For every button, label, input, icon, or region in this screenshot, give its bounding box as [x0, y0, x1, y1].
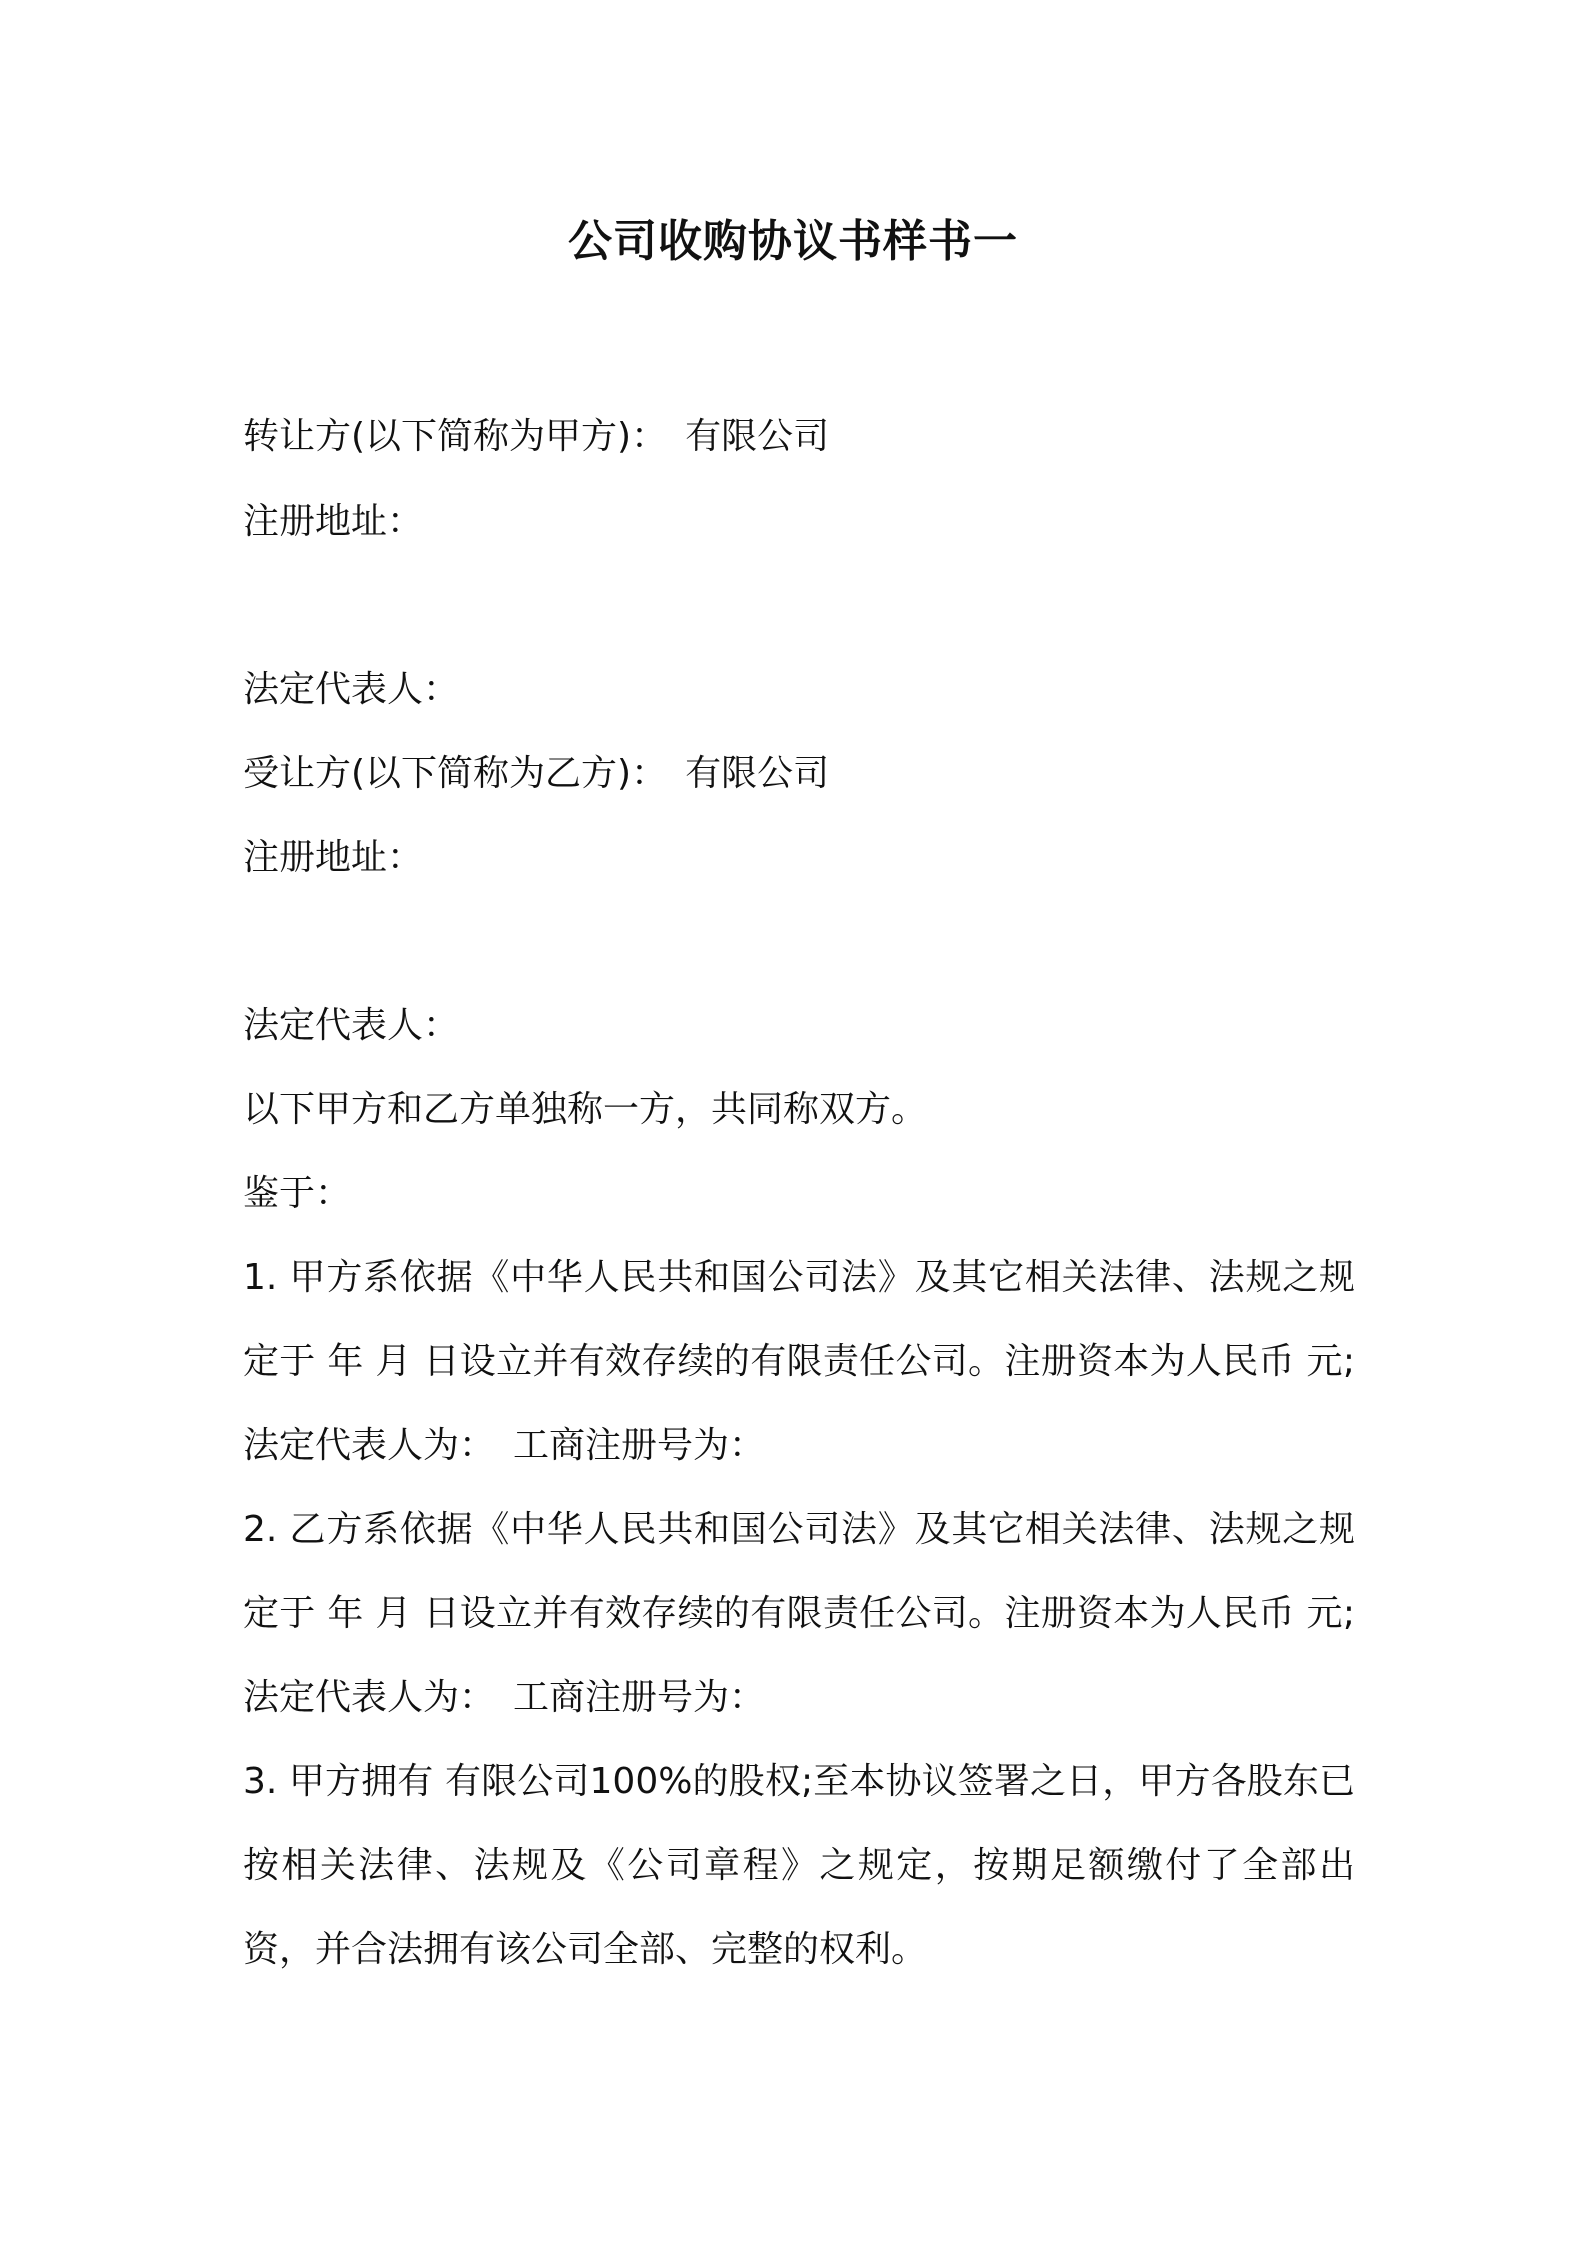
document-title: 公司收购协议书样书一 [568, 216, 1018, 267]
parties-note: 以下甲方和乙方单独称一方，共同称双方。 [243, 1089, 928, 1130]
party-a-address: 注册地址： [243, 501, 424, 542]
whereas-heading: 鉴于： [243, 1173, 352, 1214]
clause-2: 2. 乙方系依据《中华人民共和国公司法》及其它相关法律、法规之规定于 年 月 日设立并有效存续的有限责任公司。注册资本为人民币 元;法定代表人为： 工商注册号为： [243, 1509, 1355, 1718]
party-b-address: 注册地址： [243, 837, 424, 878]
party-a-rep: 法定代表人： [243, 669, 460, 710]
clause-3: 3. 甲方拥有 有限公司100%的股权;至本协议签署之日，甲方各股东已按相关法律、法规及《公司章程》之规定，按期足额缴付了全部出资，并合法拥有该公司全部、完整的权利。 [243, 1761, 1355, 1970]
party-a-line: 转让方(以下简称为甲方)： 有限公司 [243, 416, 830, 457]
party-b-rep: 法定代表人： [243, 1005, 460, 1046]
party-b-line: 受让方(以下简称为乙方)： 有限公司 [243, 753, 830, 794]
clause-1: 1. 甲方系依据《中华人民共和国公司法》及其它相关法律、法规之规定于 年 月 日设立并有效存续的有限责任公司。注册资本为人民币 元;法定代表人为： 工商注册号为： [243, 1257, 1355, 1466]
